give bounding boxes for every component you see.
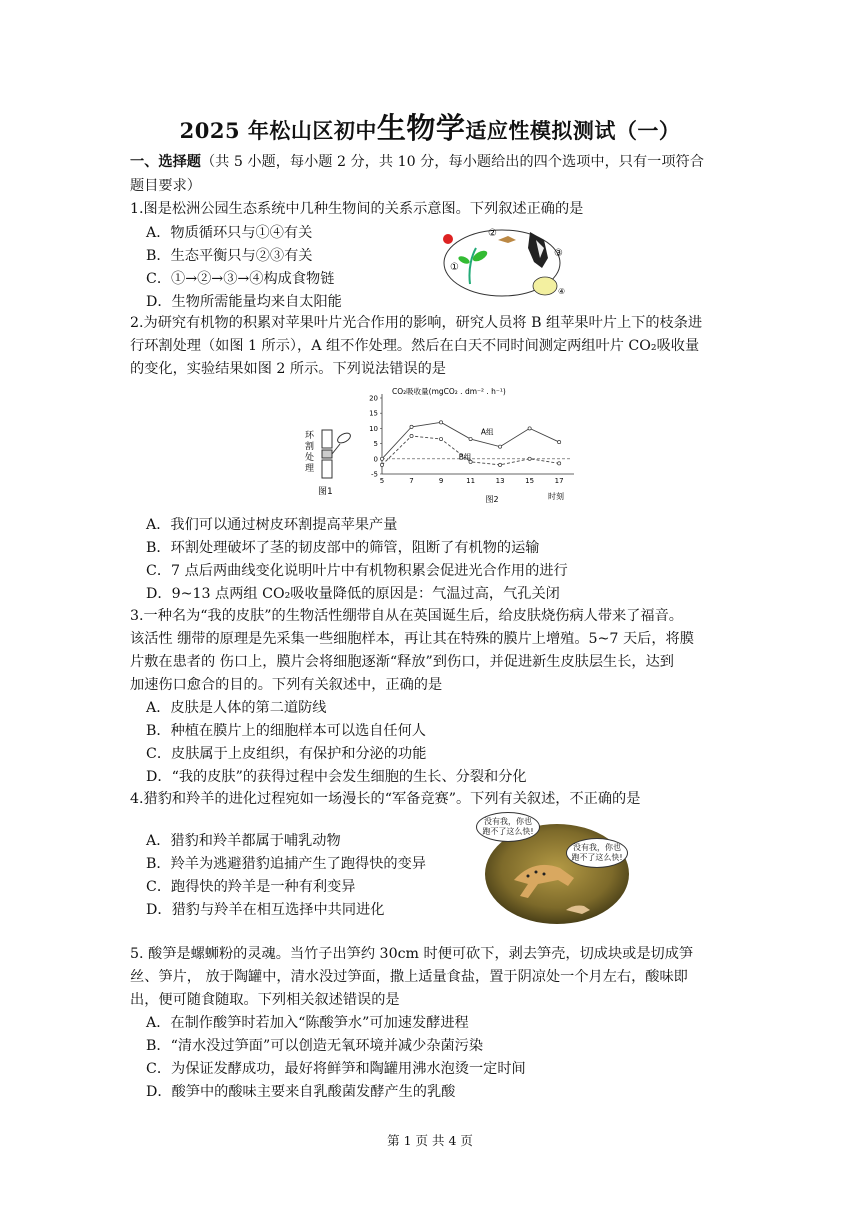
fig-label-4: ④ (558, 287, 566, 296)
data-point (410, 425, 413, 428)
q4-stem: 4.猎豹和羚羊的进化过程宛如一场漫长的“军备竞赛”。下列有关叙述，不正确的是 (130, 791, 641, 807)
q5-stem-1: 5. 酸笋是螺蛳粉的灵魂。当竹子出笋约 30cm 时便可砍下，剥去笋壳，切成块或是切成笋 (130, 946, 694, 962)
y-tick-label: 20 (369, 394, 378, 403)
fig-label-1: ① (450, 262, 459, 273)
q4-option-c: C．跑得快的羚羊是一种有利变异 (146, 879, 356, 895)
x-tick-label: 7 (409, 477, 414, 485)
speech-bubble-left (476, 812, 540, 842)
data-point (439, 437, 442, 440)
section-heading (130, 151, 704, 171)
page-title (0, 106, 860, 147)
q4-option-d: D．猎豹与羚羊在相互选择中共同进化 (146, 902, 385, 918)
q2-stem-3: 的变化，实验结果如图 2 所示。下列说法错误的是 (130, 361, 446, 377)
bubble-right-line-2: 跑不了这么快! (571, 853, 623, 862)
q1-option-b: B．生态平衡只与②③有关 (146, 248, 313, 264)
q1-option-d: D．生物所需能量均来自太阳能 (146, 294, 342, 310)
data-point (498, 445, 501, 448)
sun-icon (443, 234, 453, 244)
series-label-a: A组 (480, 427, 494, 437)
q3-option-b: B．种植在膜片上的细胞样本可以选自任何人 (146, 723, 426, 739)
x-tick-label: 11 (466, 477, 476, 485)
q5-stem-3: 出，便可随食随取。下列相关叙述错误的是 (130, 992, 400, 1008)
q3-option-d: D．“我的皮肤”的获得过程中会发生细胞的生长、分裂和分化 (146, 769, 527, 785)
decomposer-icon (533, 277, 557, 295)
title-suffix: 适应性模拟测试（一） (465, 118, 681, 143)
x-axis-label: 时刻 (548, 492, 564, 501)
q5-stem-2: 丝、笋片， 放于陶罐中，清水没过笋面，撒上适量食盐，置于阴凉处一个月左右，酸味即 (130, 969, 688, 985)
fig-label-3: ③ (554, 248, 563, 259)
data-point (469, 437, 472, 440)
title-subject: 生物学 (376, 111, 466, 145)
y-tick-label: 0 (373, 455, 378, 464)
q3-stem-4: 加速伤口愈合的目的。下列有关叙述中，正确的是 (130, 677, 443, 693)
q2-option-a: A．我们可以通过树皮环割提高苹果产量 (146, 517, 398, 533)
q2-option-d: D．9~13 点两组 CO₂吸收量降低的原因是：气温过高，气孔关闭 (146, 586, 560, 602)
bubble-right-line-1: 没有我，你也 (573, 843, 621, 852)
q1-option-c: C．①→②→③→④构成食物链 (146, 271, 335, 287)
ecosystem-diagram (432, 220, 572, 306)
q1-stem: 1.图是松洲公园生态系统中几种生物间的关系示意图。下列叙述正确的是 (130, 201, 584, 217)
q2-stem-1: 2.为研究有机物的积累对苹果叶片光合作用的影响，研究人员将 B 组苹果叶片上下的枝条进 (130, 315, 703, 331)
data-point (380, 457, 383, 460)
q3-stem-3: 片敷在患者的 伤口上，膜片会将细胞逐渐“释放”到伤口，并促进新生皮肤层生长，达到 (130, 654, 674, 670)
girdling-figure (300, 420, 360, 500)
data-point (528, 427, 531, 430)
data-point (558, 440, 561, 443)
bird-icon (528, 232, 548, 268)
data-point (410, 434, 413, 437)
q3-stem-1: 3.一种名为“我的皮肤”的生物活性绷带自从在英国诞生后，给皮肤烧伤病人带来了福音。 (130, 608, 683, 624)
fig2-label: 图2 (485, 495, 499, 504)
plant-icon (469, 248, 476, 284)
x-tick-label: 5 (379, 477, 385, 485)
data-point (439, 421, 442, 424)
fig-label-2: ② (488, 228, 497, 239)
bubble-left-line-2: 跑不了这么快! (482, 827, 534, 836)
q2-option-c: C．7 点后两曲线变化说明叶片中有机物积累会促进光合作用的进行 (146, 563, 568, 579)
leaf-icon (336, 431, 352, 445)
fig1-side-text-3: 处 (305, 453, 315, 463)
section-desc-2: 题目要求） (130, 178, 201, 194)
chart-title: CO₂吸收量(mgCO₂ . dm⁻² . h⁻¹) (392, 387, 506, 396)
q2-stem-2: 行环割处理（如图 1 所示），A 组不作处理。然后在白天不同时间测定两组叶片 CO₂吸收量 (130, 338, 700, 354)
y-tick-label: 10 (369, 424, 378, 433)
q5-option-a: A．在制作酸笋时若加入“陈酸笋水”可加速发酵进程 (146, 1015, 469, 1031)
q4-option-b: B．羚羊为逃避猎豹追捕产生了跑得快的变异 (146, 856, 426, 872)
cheetah-antelope-image (482, 817, 630, 924)
q5-option-d: D．酸笋中的酸味主要来自乳酸菌发酵产生的乳酸 (146, 1084, 456, 1100)
fig1-side-text-1: 环 (305, 431, 315, 441)
data-point (380, 463, 383, 466)
fig1-side-text-4: 理 (305, 464, 315, 474)
page-footer: 第 1 页 共 4 页 (387, 1133, 473, 1148)
x-tick-label: 13 (495, 477, 505, 485)
q5-option-c: C．为保证发酵成功，最好将鲜笋和陶罐用沸水泡烫一定时间 (146, 1061, 526, 1077)
data-point (498, 463, 501, 466)
q3-stem-2: 该活性 绷带的原理是先采集一些细胞样本，再让其在特殊的膜片上增殖。5~7 天后，将膜 (130, 631, 694, 647)
q4-option-a: A．猎豹和羚羊都属于哺乳动物 (146, 833, 341, 849)
section-heading-label: 一、选择题 (130, 154, 201, 170)
insect-icon (498, 236, 516, 243)
bubble-left-line-1: 没有我，你也 (484, 817, 532, 826)
x-tick-label: 9 (438, 477, 444, 485)
q1-option-a: A．物质循环只与①④有关 (146, 225, 313, 241)
fig1-label: 图1 (318, 487, 333, 497)
series-label-b: B组 (458, 452, 472, 462)
data-point (528, 457, 531, 460)
q2-option-b: B．环割处理破坏了茎的韧皮部中的筛管，阻断了有机物的运输 (146, 540, 540, 556)
q3-option-a: A．皮肤是人体的第二道防线 (146, 700, 327, 716)
data-point (558, 462, 561, 465)
section-desc-1: （共 5 小题，每小题 2 分，共 10 分，每小题给出的四个选项中，只有一项符合 (200, 154, 704, 170)
q5-option-b: B．“清水没过笋面”可以创造无氧环境并减少杂菌污染 (146, 1038, 484, 1054)
title-prefix: 2025 年松山区初中 (179, 118, 377, 143)
y-tick-label: -5 (371, 470, 378, 479)
speech-bubble-right (566, 838, 628, 868)
fig1-side-text-2: 割 (305, 442, 315, 452)
co2-chart (360, 382, 580, 504)
y-tick-label: 5 (373, 440, 378, 449)
q3-option-c: C．皮肤属于上皮组织，有保护和分泌的功能 (146, 746, 427, 762)
x-tick-label: 15 (525, 477, 535, 485)
x-tick-label: 17 (554, 477, 564, 485)
y-tick-label: 15 (369, 409, 378, 418)
